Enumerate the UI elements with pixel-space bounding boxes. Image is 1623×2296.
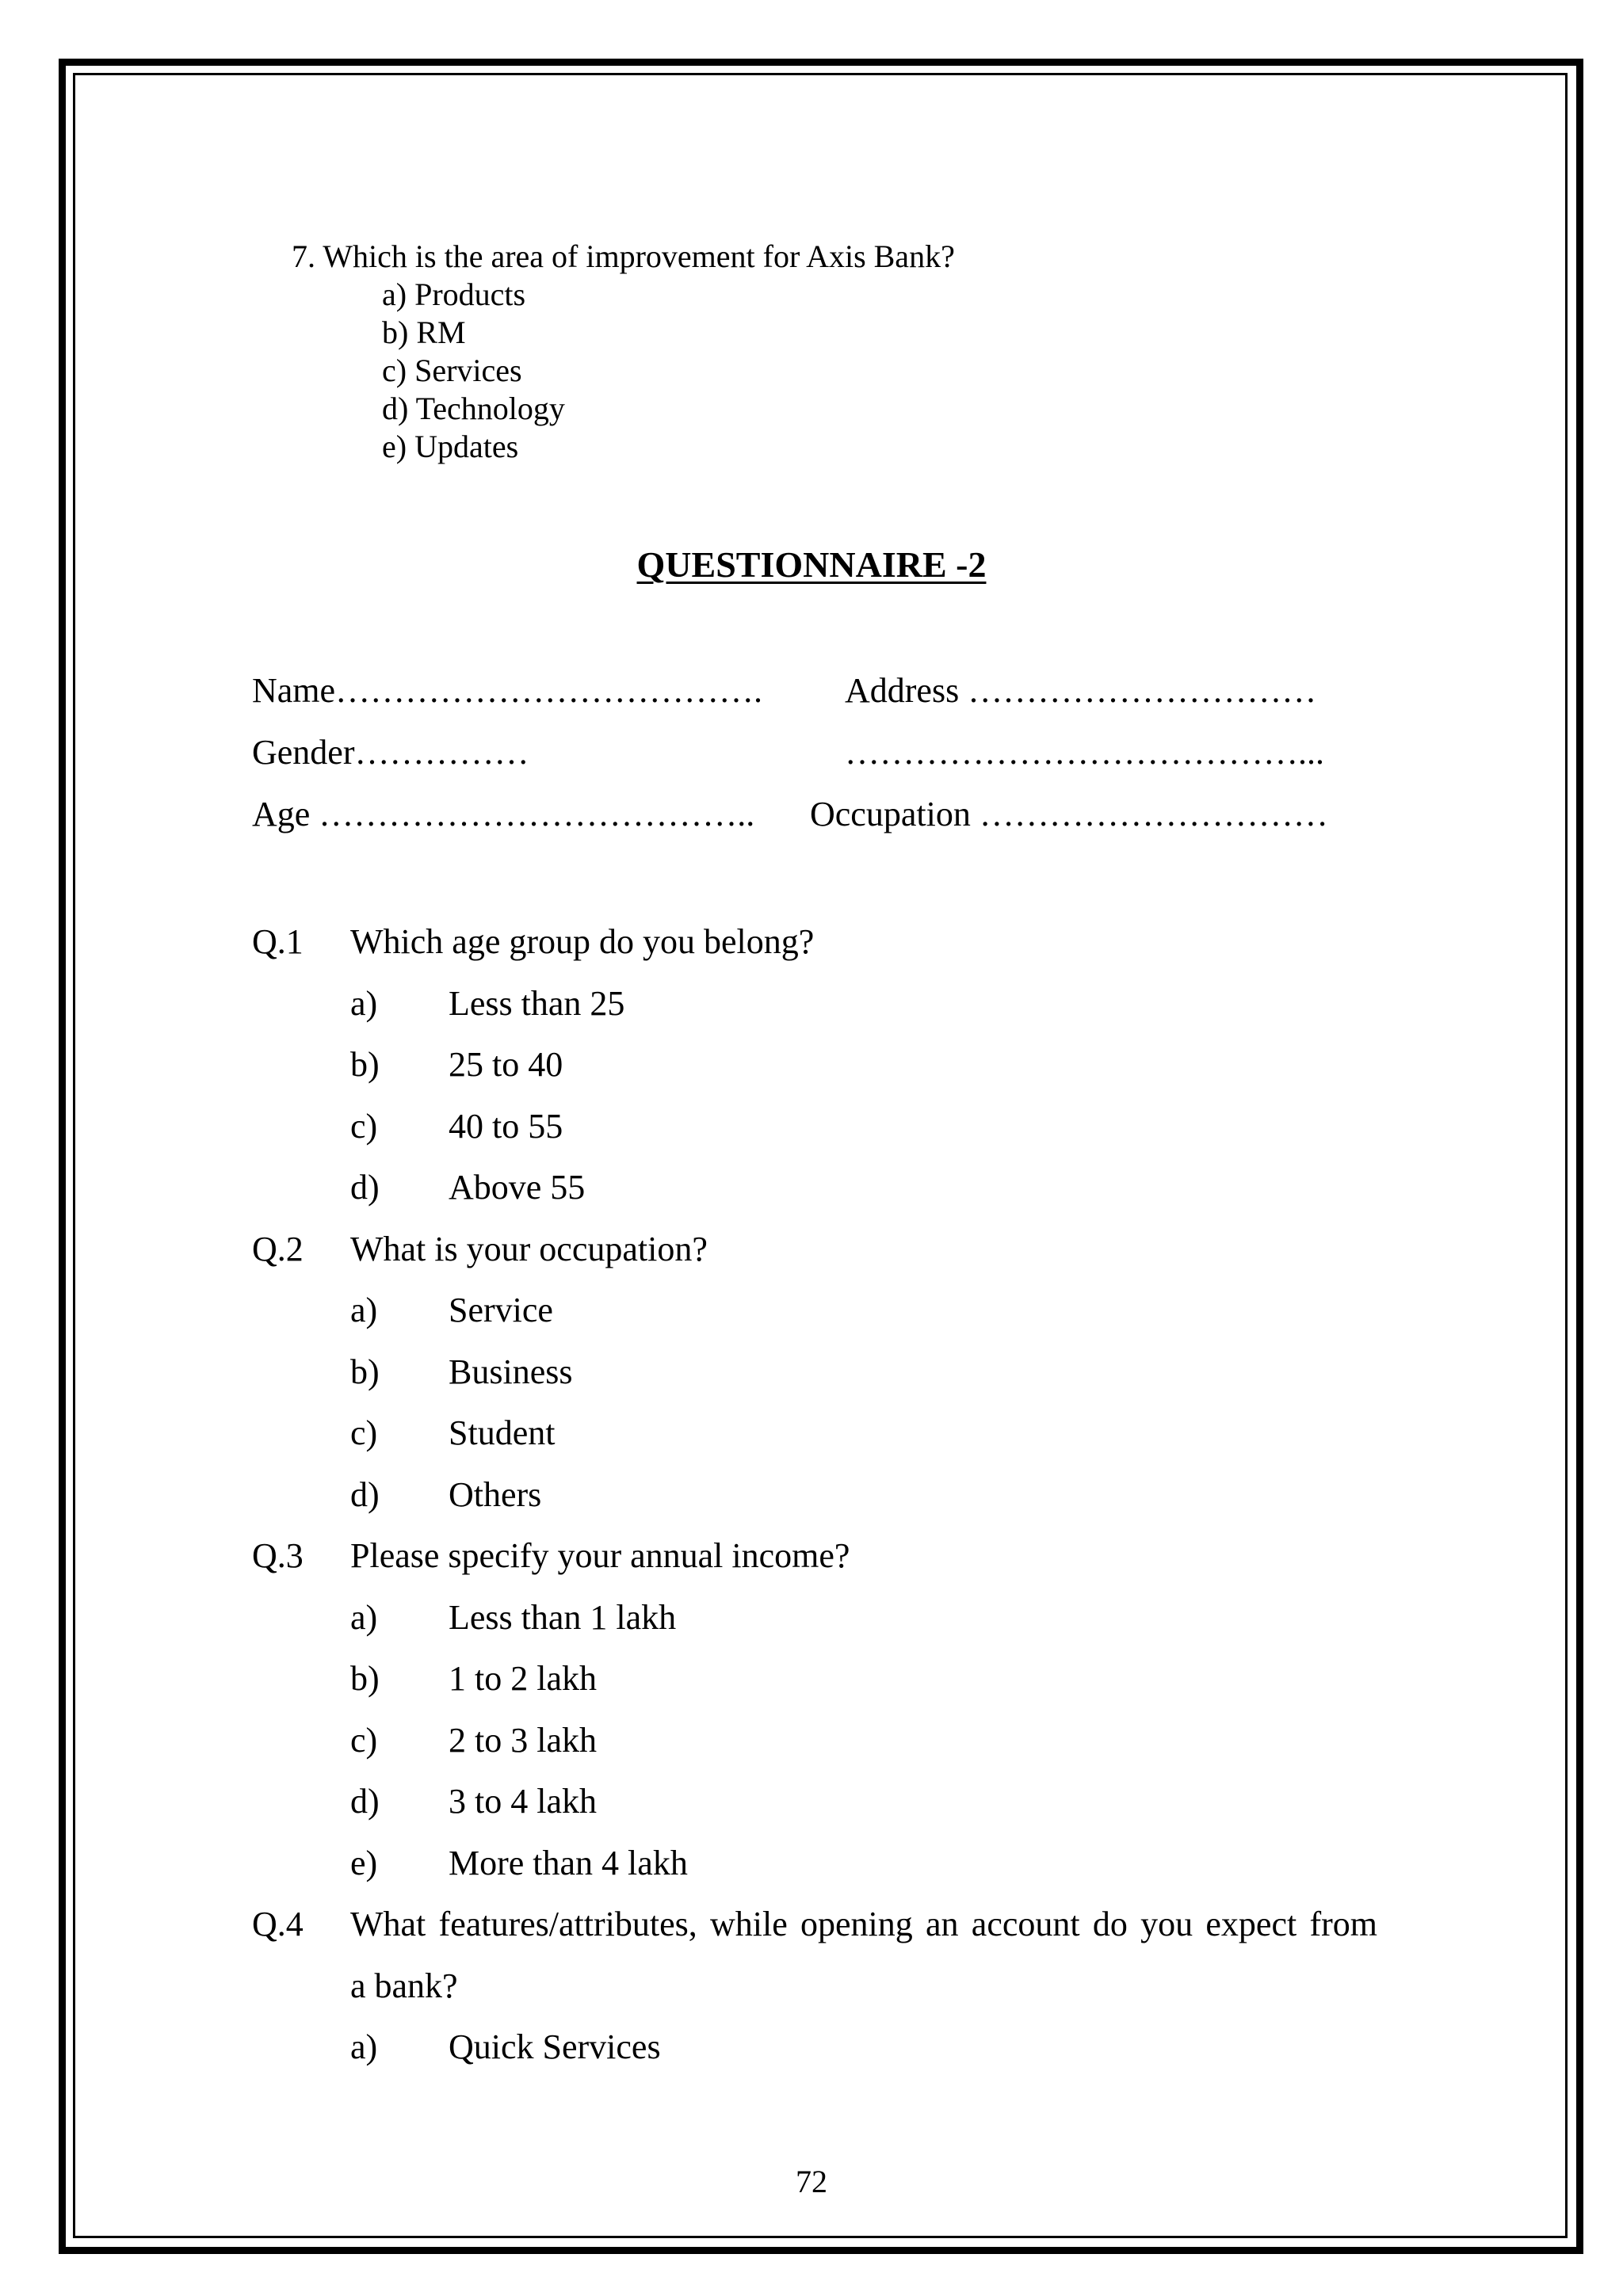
question-text-continued: a bank? — [350, 1966, 458, 2005]
option-text: Others — [449, 1474, 542, 1514]
option-letter: e) — [350, 1843, 378, 1882]
option-letter: d) — [350, 1782, 380, 1821]
option-letter: a) — [350, 983, 378, 1023]
option-letter: c) — [350, 1720, 378, 1760]
option-text: Service — [449, 1291, 553, 1329]
question-text: What is your occupation? — [350, 1229, 708, 1268]
question-row — [252, 911, 1377, 973]
option-row — [252, 1464, 1377, 1526]
question-text: What features/attributes, while opening an account do you expect from — [350, 1905, 1377, 1943]
option-row — [252, 1402, 1377, 1464]
question-7-option: d) Technology — [382, 391, 565, 426]
questions-list — [252, 911, 1377, 2078]
option-text: 40 to 55 — [449, 1106, 563, 1146]
option-letter: a) — [350, 1597, 378, 1637]
question-7-option: b) RM — [382, 315, 466, 350]
age-field: Age ……………………………….. — [252, 795, 755, 833]
option-letter: b) — [350, 1659, 380, 1698]
option-letter: d) — [350, 1168, 380, 1207]
option-row — [252, 2016, 1377, 2078]
gender-field: Gender…………… — [252, 733, 529, 772]
question-7-option: a) Products — [382, 277, 526, 312]
question-text: Please specify your annual income? — [350, 1536, 850, 1575]
question-number: Q.1 — [252, 922, 304, 961]
question-number: Q.4 — [252, 1905, 304, 1943]
option-row — [252, 1341, 1377, 1403]
option-row — [252, 1833, 1377, 1894]
option-letter: a) — [350, 2027, 378, 2066]
address-line2-field: …………………………………... — [845, 733, 1324, 772]
option-text: Less than 25 — [449, 983, 625, 1023]
question-number: Q.3 — [252, 1536, 304, 1575]
question-row — [252, 1219, 1377, 1280]
option-text: 1 to 2 lakh — [449, 1659, 597, 1698]
question-number: Q.2 — [252, 1229, 304, 1268]
option-letter: d) — [350, 1474, 380, 1514]
question-text: Which age group do you belong? — [350, 922, 815, 961]
option-text: 25 to 40 — [449, 1045, 563, 1084]
option-letter: c) — [350, 1413, 378, 1452]
option-row — [252, 1710, 1377, 1772]
option-text: Above 55 — [449, 1168, 586, 1207]
option-letter: c) — [350, 1106, 378, 1146]
option-text: Less than 1 lakh — [449, 1597, 677, 1637]
question-row — [252, 1525, 1377, 1587]
page-number: 72 — [796, 2164, 827, 2199]
option-row — [252, 1034, 1377, 1096]
option-text: 3 to 4 lakh — [449, 1782, 597, 1821]
option-row — [252, 1157, 1377, 1219]
option-letter: a) — [350, 1291, 378, 1329]
questionnaire-title: QUESTIONNAIRE -2 — [636, 544, 987, 585]
address-field: Address ………………………… — [845, 671, 1317, 710]
option-row — [252, 1096, 1377, 1158]
name-field: Name………………………………. — [252, 671, 763, 710]
option-letter: b) — [350, 1045, 380, 1084]
option-text: Quick Services — [449, 2027, 661, 2066]
option-row — [252, 1771, 1377, 1833]
question-row-continued — [252, 1955, 1377, 2017]
option-text: Business — [449, 1352, 573, 1391]
option-text: 2 to 3 lakh — [449, 1720, 597, 1760]
option-row — [252, 973, 1377, 1035]
option-text: More than 4 lakh — [449, 1843, 688, 1882]
option-row — [252, 1648, 1377, 1710]
question-7-text: 7. Which is the area of improvement for Axis Bank? — [292, 238, 955, 274]
question-row — [252, 1894, 1377, 1955]
option-row — [252, 1587, 1377, 1649]
option-row — [252, 1280, 1377, 1341]
question-7-options — [292, 276, 955, 466]
occupation-field: Occupation ………………………… — [810, 795, 1328, 833]
option-letter: b) — [350, 1352, 380, 1391]
question-7-option: c) Services — [382, 353, 522, 388]
question-7-option: e) Updates — [382, 429, 519, 464]
option-text: Student — [449, 1413, 556, 1452]
question-7-block — [292, 238, 955, 466]
